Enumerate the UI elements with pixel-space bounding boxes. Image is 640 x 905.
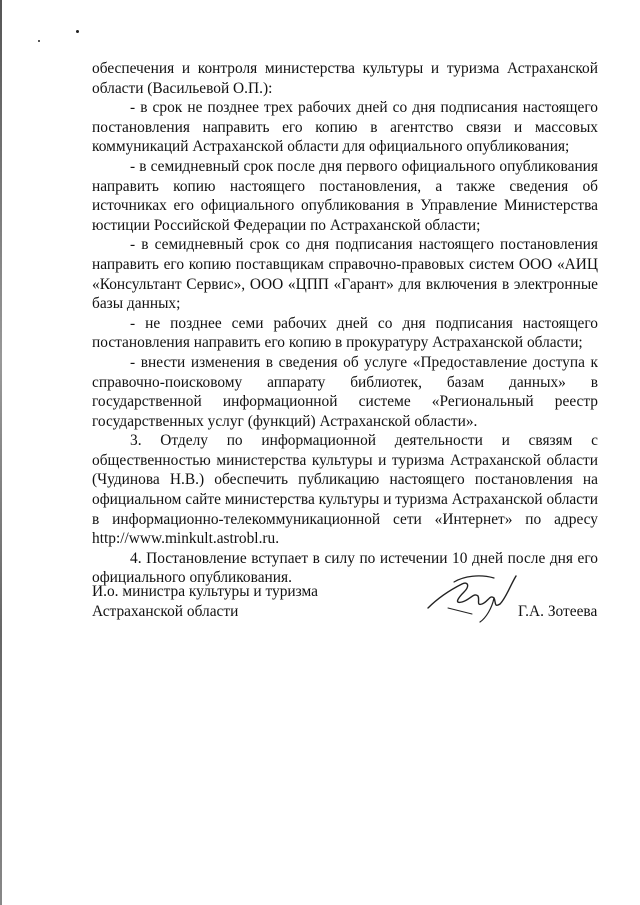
paragraph: 3. Отделу по информационной деятельности и связям с общественностью министерства культуры и туризма Астраханской области (Чудинова Н.В.) обеспечить публикацию настоящего постановления на официальном сайте министерства культуры и туризма Астраханской области в информационно-телекоммуникационной сети «Интернет» по адресу http://www.minkult.astrobl.ru. xyxy=(92,432,598,548)
paragraph: - в семидневный срок со дня подписания настоящего постановления направить его копию поставщикам справочно-правовых систем ООО «АИЦ «Консультант Сервис», ООО «ЦПП «Гарант» для включения в электронные базы данных; xyxy=(92,236,598,313)
paragraph: обеспечения и контроля министерства культуры и туризма Астраханской области (Васильевой О.П.): xyxy=(92,60,598,97)
paragraph: - в семидневный срок после дня первого официального опубликования направить копию настоящего постановления, а также сведения об источниках его официального опубликования в Управление Министерства юстиции Российской Федерации по Астраханской области; xyxy=(92,157,598,234)
signatory-title-line: И.о. министра культуры и туризма xyxy=(92,583,318,600)
paragraph: - не позднее семи рабочих дней со дня подписания настоящего постановления направить его копию в прокуратуру Астраханской области; xyxy=(92,314,598,352)
signatory-title xyxy=(92,582,318,621)
scan-speck xyxy=(38,40,40,42)
paragraph: - в срок не позднее трех рабочих дней со дня подписания настоящего постановления направить его копию в агентство связи и массовых коммуникаций Астраханской области для официального опубликования; xyxy=(92,99,598,156)
paragraph: - внести изменения в сведения об услуге «Предоставление доступа к справочно-поисковому аппарату библиотек, базам данных» в государственной информационной системе «Региональный реестр государственных услуг (функций) Астраханской области». xyxy=(92,353,598,430)
signatory-title-line: Астраханской области xyxy=(92,602,239,620)
scan-speck xyxy=(76,30,79,33)
scan-left-edge xyxy=(0,0,2,905)
document-body xyxy=(92,59,598,588)
paragraph: 4. Постановление вступает в силу по истечении 10 дней после дня его официального опубликования. xyxy=(92,549,598,587)
signature-block xyxy=(92,582,612,642)
handwritten-signature xyxy=(424,568,524,626)
signatory-name: Г.А. Зотеева xyxy=(518,603,598,620)
